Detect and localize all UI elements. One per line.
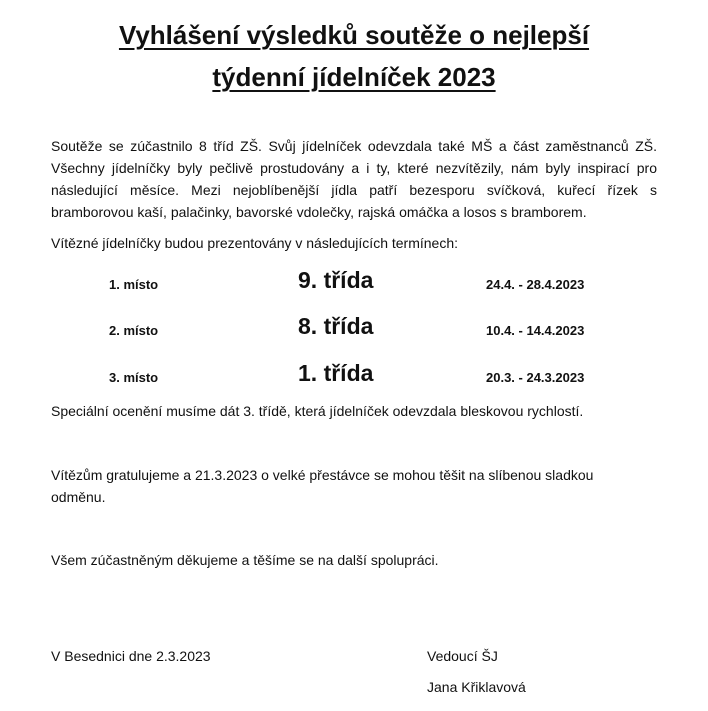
thanks-paragraph: Všem zúčastněným děkujeme a těšíme se na další spolupráci. — [51, 552, 439, 568]
ranking-dates: 20.3. - 24.3.2023 — [486, 370, 585, 385]
ranking-place: 2. místo — [109, 323, 159, 338]
intro-paragraph: Soutěže se zúčastnilo 8 tříd ZŠ. Svůj jídelníček odevzdala také MŠ a část zaměstnanců ZŠ. Všechny jídelníčky byly pečlivě prostudovány a i ty, které nezvítězily, nám byly inspirací pro následující měsíce. Mezi nejoblíbenější jídla patří bezesporu svíčková, kuřecí řízek s bramborovou kaší, palačinky, bavorské vdolečky, rajská omáčka a losos s bramborem. — [51, 138, 657, 220]
ranking-dates: 10.4. - 14.4.2023 — [486, 323, 585, 338]
special-award: Speciální ocenění musíme dát 3. třídě, která jídelníček odevzdala bleskovou rychlostí. — [51, 403, 584, 419]
place-date: V Besednici dne 2.3.2023 — [51, 648, 211, 664]
ranking-row-2 — [0, 304, 708, 344]
ranking-class: 1. třída — [298, 360, 374, 386]
ranking-dates: 24.4. - 28.4.2023 — [486, 277, 585, 292]
ranking-class: 8. třída — [298, 313, 374, 339]
signature-name: Jana Křiklavová — [427, 679, 526, 695]
ranking-place: 3. místo — [109, 370, 159, 385]
ranking-row-3 — [0, 351, 708, 391]
presentation-note: Vítězné jídelníčky budou prezentovány v následujících termínech: — [51, 235, 459, 251]
ranking-place: 1. místo — [109, 277, 159, 292]
ranking-class: 9. třída — [298, 267, 374, 293]
congrats-paragraph: Vítězům gratulujeme a 21.3.2023 o velké přestávce se mohou těšit na slíbenou sladkou odměnu. — [51, 467, 594, 505]
title-line-2: týdenní jídelníček 2023 — [212, 62, 496, 92]
signature-role: Vedoucí ŠJ — [427, 648, 498, 664]
document-title — [0, 14, 708, 98]
ranking-row-1 — [0, 258, 708, 298]
title-line-1: Vyhlášení výsledků soutěže o nejlepší — [118, 20, 590, 50]
